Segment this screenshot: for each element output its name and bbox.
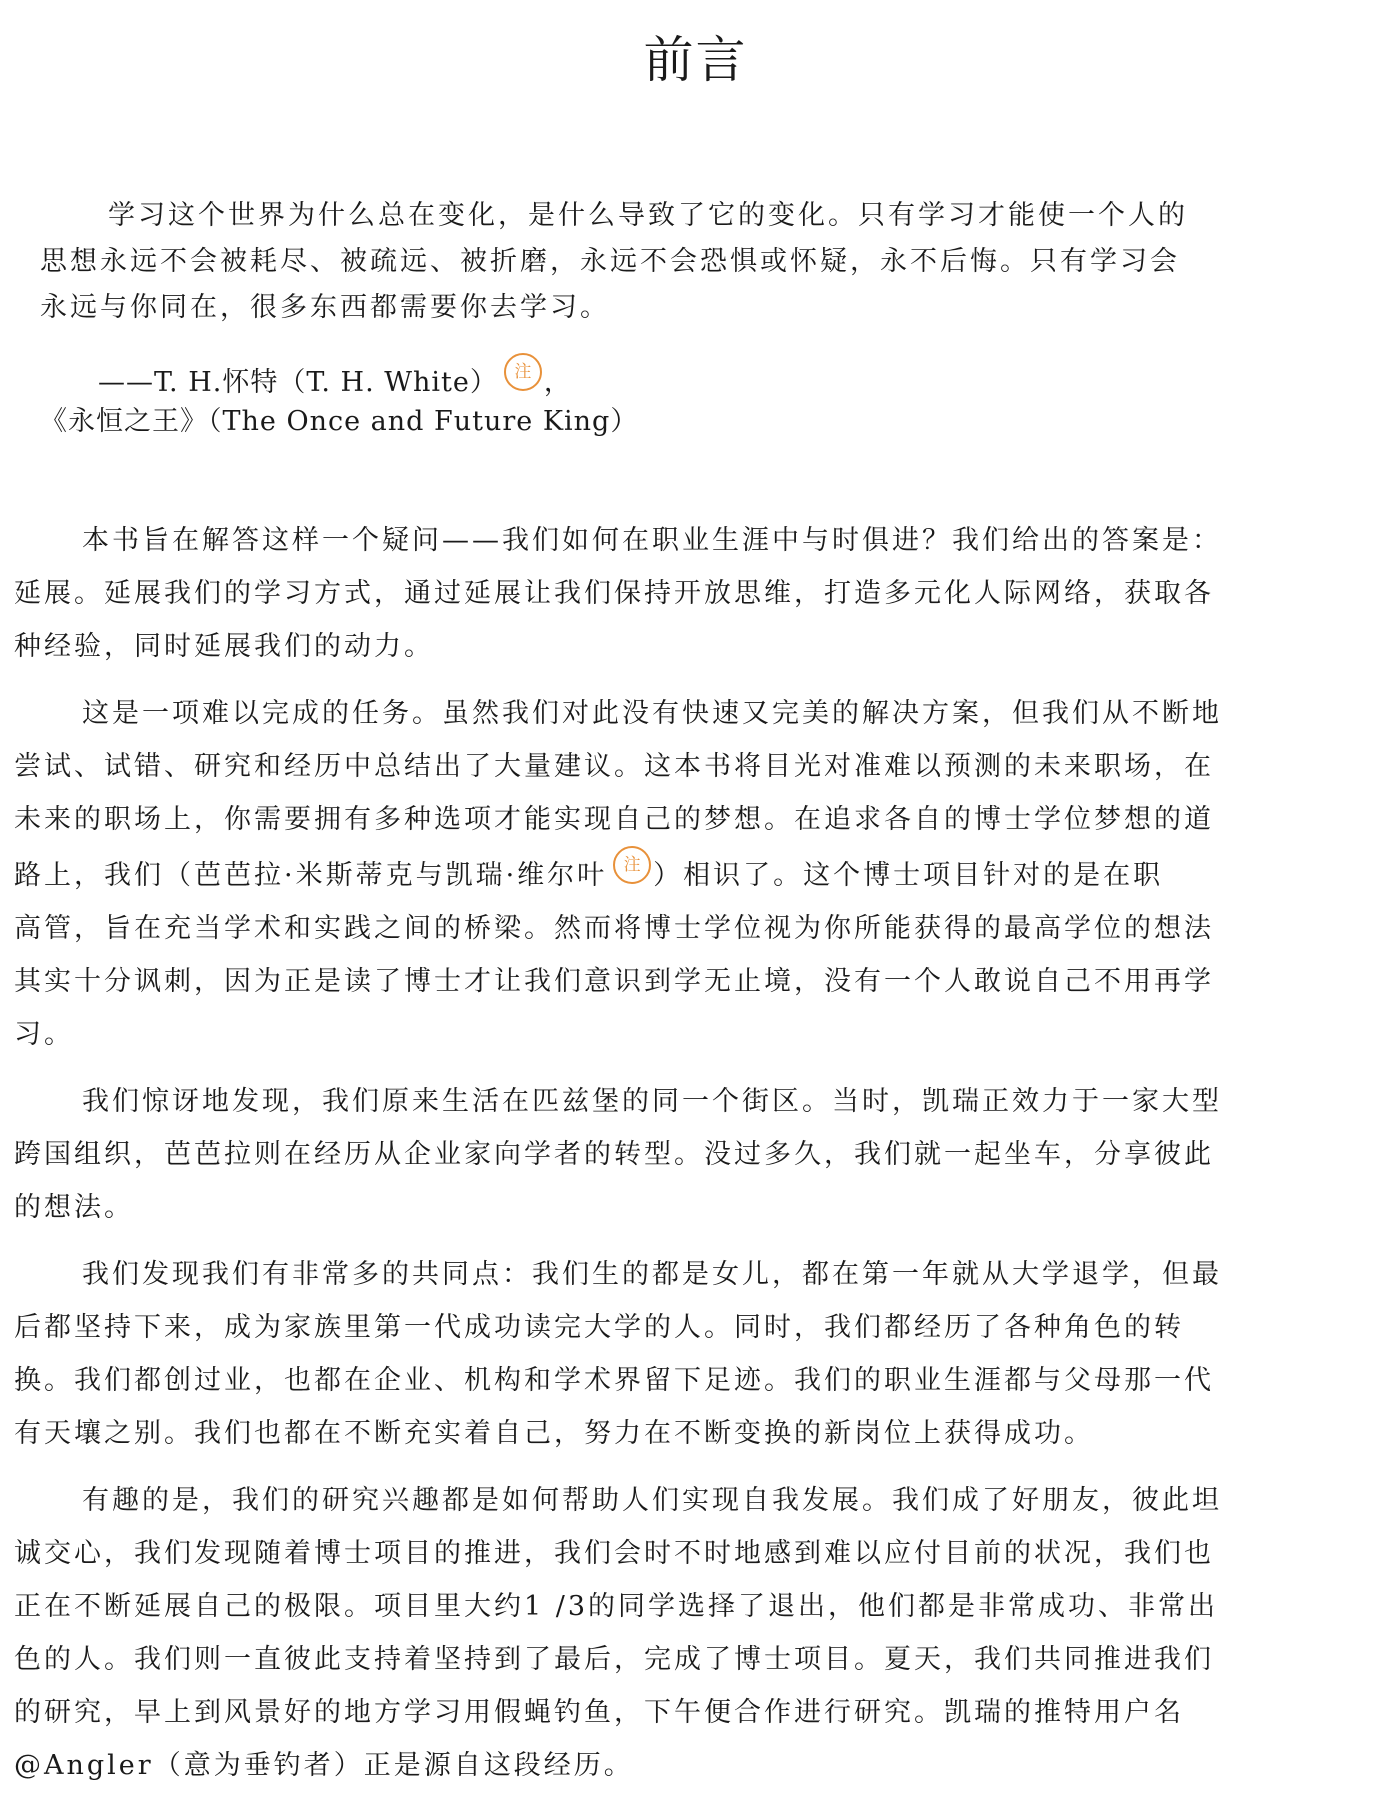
paragraph-line: 其实十分讽刺，因为正是读了博士才让我们意识到学无止境，没有一个人敢说自己不用再学 (14, 966, 1214, 997)
paragraph-line: 我们发现我们有非常多的共同点：我们生的都是女儿，都在第一年就从大学退学，但最 (82, 1259, 1222, 1290)
paragraph-line: 延展。延展我们的学习方式，通过延展让我们保持开放思维，打造多元化人际网络，获取各 (14, 578, 1214, 609)
attribution-author: ——T. H.怀特（T. H. White） (98, 367, 498, 398)
paragraph-line: 的想法。 (14, 1192, 134, 1223)
paragraph-line: 尝试、试错、研究和经历中总结出了大量建议。这本书将目光对准难以预测的未来职场，在 (14, 751, 1214, 782)
paragraph-line: 色的人。我们则一直彼此支持着坚持到了最后，完成了博士项目。夏天，我们共同推进我们 (14, 1644, 1214, 1675)
paragraph-line: 这是一项难以完成的任务。虽然我们对此没有快速又完美的解决方案，但我们从不断地 (82, 698, 1222, 729)
body-text (14, 514, 1379, 1806)
paragraph (14, 514, 1379, 673)
paragraph-line: 正在不断延展自己的极限。项目里大约1 /3的同学选择了退出，他们都是非常成功、非常出 (14, 1591, 1219, 1622)
paragraph-line: 跨国组织，芭芭拉则在经历从企业家向学者的转型。没过多久，我们就一起坐车，分享彼此 (14, 1139, 1214, 1170)
paragraph (14, 1075, 1379, 1234)
paragraph-text: ）相识了。这个博士项目针对的是在职 (653, 860, 1164, 891)
epigraph-line: 学习这个世界为什么总在变化，是什么导致了它的变化。只有学习才能使一个人的 (108, 200, 1188, 231)
page-title: 前言 (643, 31, 748, 89)
attribution-book-title: 《永恒之王》（The Once and Future King） (40, 406, 639, 437)
paragraph-line: 的研究，早上到风景好的地方学习用假蝇钓鱼，下午便合作进行研究。凯瑞的推特用户名 (14, 1697, 1184, 1728)
footnote-marker-icon[interactable]: 注 (613, 846, 651, 884)
paragraph-text: 路上，我们（芭芭拉·米斯蒂克与凯瑞·维尔叶 (14, 860, 608, 891)
paragraph-line: 种经验，同时延展我们的动力。 (14, 631, 434, 662)
paragraph-line: 我们惊讶地发现，我们原来生活在匹兹堡的同一个街区。当时，凯瑞正效力于一家大型 (82, 1086, 1222, 1117)
paragraph-line: 未来的职场上，你需要拥有多种选项才能实现自己的梦想。在追求各自的博士学位梦想的道 (14, 804, 1214, 835)
paragraph-line: 有天壤之别。我们也都在不断充实着自己，努力在不断变换的新岗位上获得成功。 (14, 1418, 1094, 1449)
epigraph-quote (40, 193, 1340, 331)
paragraph-line: 诚交心，我们发现随着博士项目的推进，我们会时不时地感到难以应付目前的状况，我们也 (14, 1538, 1214, 1569)
paragraph-line: 有趣的是，我们的研究兴趣都是如何帮助人们实现自我发展。我们成了好朋友，彼此坦 (82, 1485, 1222, 1516)
paragraph-line: @Angler（意为垂钓者）正是源自这段经历。 (14, 1750, 634, 1781)
paragraph-line (14, 846, 1379, 902)
paragraph (14, 1248, 1379, 1460)
footnote-marker-icon[interactable]: 注 (504, 353, 542, 391)
paragraph-line: 习。 (14, 1019, 74, 1050)
epigraph-line: 思想永远不会被耗尽、被疏远、被折磨，永远不会恐惧或怀疑，永不后悔。只有学习会 (40, 246, 1180, 277)
paragraph (14, 1474, 1379, 1792)
paragraph-line: 高管，旨在充当学术和实践之间的桥梁。然而将博士学位视为你所能获得的最高学位的想法 (14, 913, 1214, 944)
paragraph-line: 本书旨在解答这样一个疑问——我们如何在职业生涯中与时俱进？我们给出的答案是： (82, 525, 1222, 556)
attribution-suffix: ， (543, 367, 572, 398)
paragraph-line: 后都坚持下来，成为家族里第一代成功读完大学的人。同时，我们都经历了各种角色的转 (14, 1312, 1184, 1343)
paragraph-line: 换。我们都创过业，也都在企业、机构和学术界留下足迹。我们的职业生涯都与父母那一代 (14, 1365, 1214, 1396)
epigraph-line: 永远与你同在，很多东西都需要你去学习。 (40, 292, 610, 323)
paragraph (14, 687, 1379, 1061)
